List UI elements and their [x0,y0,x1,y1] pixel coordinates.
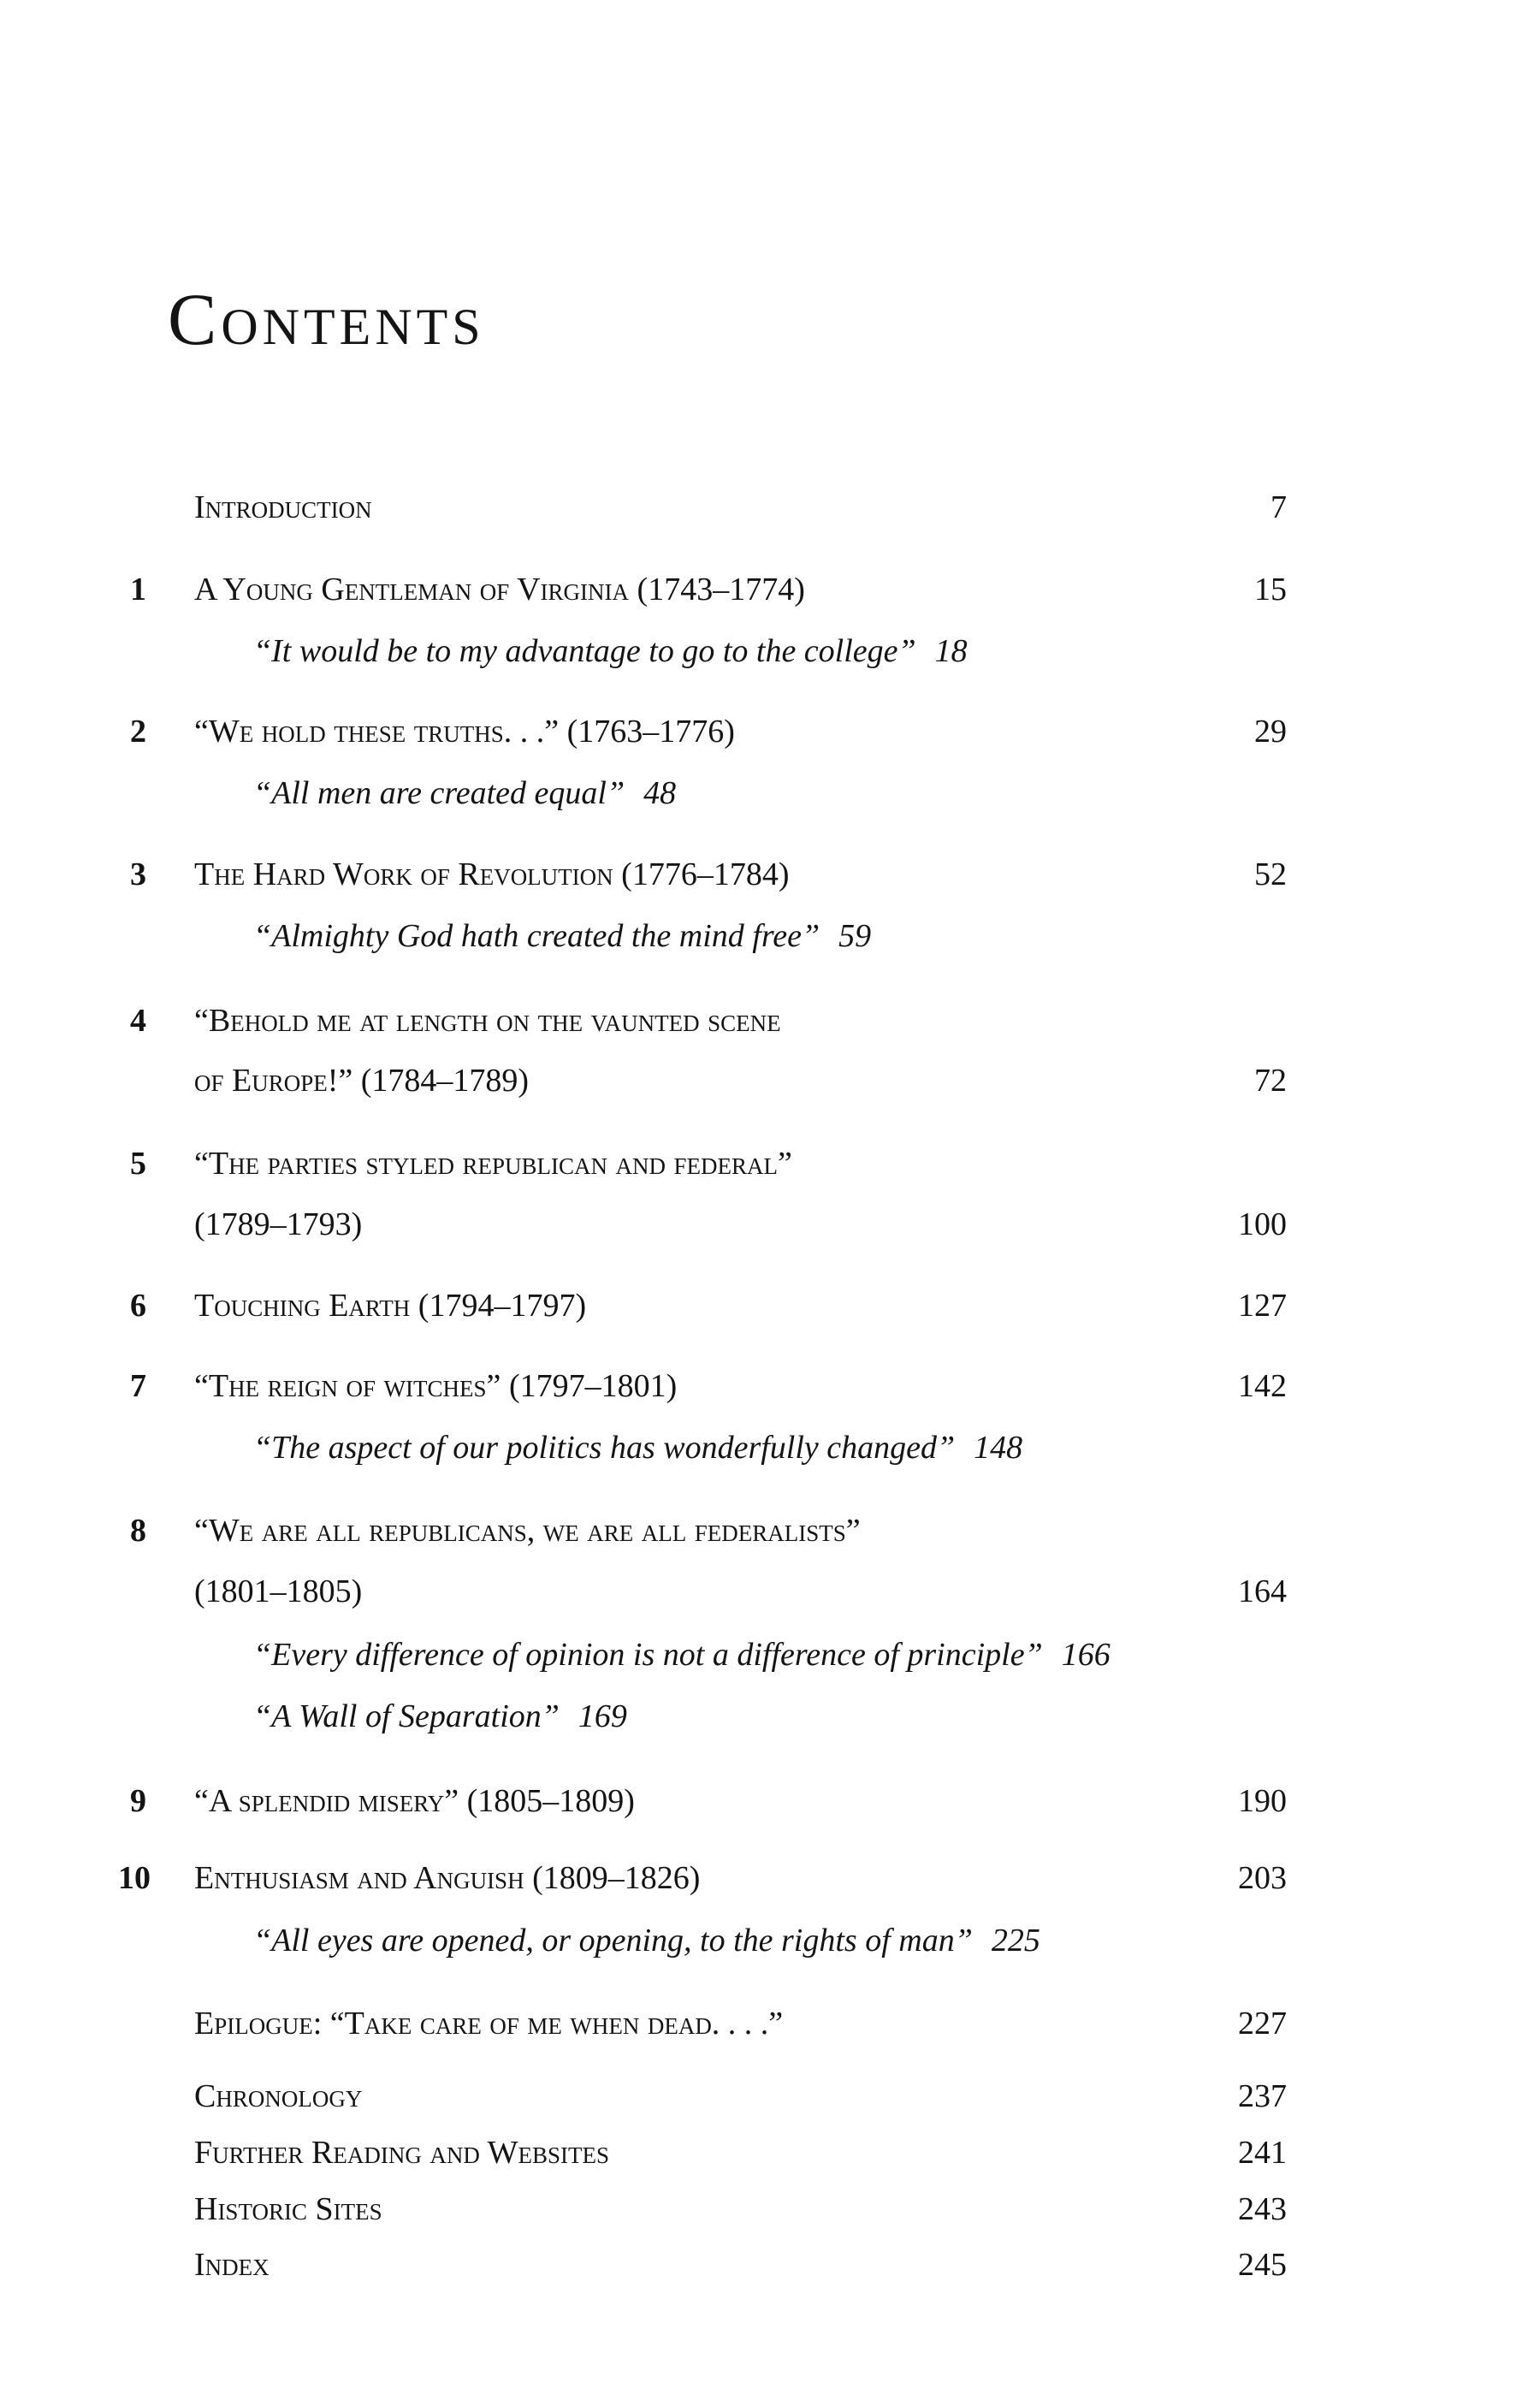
toc-entry-chronology[interactable] [0,2071,1540,2122]
toc-entry-chapter-5-continued[interactable] [0,1199,1540,1250]
entry-label: “The reign of witches” [194,1368,501,1404]
subentry-page: 48 [643,775,677,811]
entry-label: Further Reading and Websites [194,2135,610,2171]
subentry-quote: “A Wall of Separation” [253,1698,560,1734]
entry-page: 142 [1238,1368,1287,1404]
chapter-number: 9 [130,1783,146,1819]
chapter-number: 8 [130,1513,146,1549]
entry-label: “The parties styled republican and federal” [194,1146,792,1182]
toc-subentry[interactable] [0,1629,1540,1680]
toc-entry-chapter-7[interactable] [0,1360,1540,1412]
entry-dates: (1794–1797) [418,1288,587,1324]
toc-subentry[interactable] [0,1422,1540,1473]
entry-dates: (1805–1809) [466,1783,635,1819]
toc-subentry[interactable] [0,1691,1540,1742]
subentry-quote: “All eyes are opened, or opening, to the rights of man” [253,1923,973,1959]
entry-label: “We are all republicans, we are all federalists” [194,1513,861,1549]
toc-entry-chapter-8[interactable] [0,1505,1540,1556]
entry-label: Enthusiasm and Anguish [194,1860,524,1896]
entry-label-line-1: “Behold me at length on the vaunted scene [194,1003,781,1039]
chapter-number: 2 [130,714,146,750]
toc-entry-index[interactable] [0,2239,1540,2290]
subentry-quote: “It would be to my advantage to go to the college” [253,633,916,669]
entry-dates: (1784–1789) [360,1063,530,1099]
entry-dates: (1809–1826) [532,1860,701,1896]
entry-page: 100 [1238,1206,1287,1242]
entry-dates: (1801–1805) [194,1573,363,1609]
toc-subentry[interactable] [0,625,1540,677]
entry-page: 245 [1238,2247,1287,2283]
chapter-number: 3 [130,856,146,892]
entry-page: 227 [1238,2006,1287,2041]
entry-label: Historic Sites [194,2191,382,2227]
subentry-page: 225 [991,1923,1040,1959]
chapter-number: 5 [130,1146,146,1182]
entry-label-line-2: of Europe!” [194,1063,353,1099]
entry-page: 127 [1238,1288,1287,1324]
toc-entry-chapter-4[interactable] [0,995,1540,1046]
toc-entry-epilogue[interactable] [0,1998,1540,2049]
chapter-number: 4 [130,1003,146,1039]
subentry-quote: “Almighty God hath created the mind free” [253,918,820,954]
entry-page: 72 [1254,1063,1287,1099]
subentry-page: 166 [1061,1637,1111,1673]
subentry-page: 59 [838,918,872,954]
entry-label: Chronology [194,2078,363,2114]
toc-entry-chapter-9[interactable] [0,1775,1540,1827]
toc-entry-introduction[interactable] [0,482,1540,533]
entry-dates: (1797–1801) [508,1368,678,1404]
entry-page: 190 [1238,1783,1287,1819]
toc-entry-historic-sites[interactable] [0,2184,1540,2235]
toc-entry-further-reading[interactable] [0,2127,1540,2178]
entry-label: “A splendid misery” [194,1783,459,1819]
entry-page: 29 [1254,714,1287,750]
chapter-number: 1 [130,572,146,607]
chapter-number: 7 [130,1368,146,1404]
entry-label: “We hold these truths. . .” [194,714,560,750]
toc-entry-chapter-4-continued[interactable] [0,1055,1540,1106]
entry-label: A Young Gentleman of Virginia [194,572,630,607]
entry-page: 7 [1270,489,1287,525]
entry-label: Introduction [194,489,372,525]
chapter-number: 6 [130,1288,146,1324]
toc-subentry[interactable] [0,1915,1540,1966]
entry-dates: (1789–1793) [194,1206,363,1242]
toc-entry-chapter-1[interactable] [0,564,1540,615]
page-title: Contents [168,278,485,360]
entry-label: Epilogue: “Take care of me when dead. . . .” [194,2006,784,2041]
toc-entry-chapter-3[interactable] [0,849,1540,900]
entry-label: Index [194,2247,270,2283]
subentry-page: 18 [934,633,968,669]
toc-entry-chapter-8-continued[interactable] [0,1566,1540,1617]
subentry-quote: “Every difference of opinion is not a difference of principle” [253,1637,1043,1673]
subentry-quote: “All men are created equal” [253,775,625,811]
toc-entry-chapter-5[interactable] [0,1138,1540,1189]
subentry-page: 148 [974,1430,1023,1466]
toc-entry-chapter-6[interactable] [0,1280,1540,1331]
chapter-number: 10 [118,1860,151,1896]
entry-page: 15 [1254,572,1287,607]
entry-dates: (1776–1784) [621,856,790,892]
entry-page: 203 [1238,1860,1287,1896]
entry-page: 52 [1254,856,1287,892]
subentry-quote: “The aspect of our politics has wonderfully changed” [253,1430,956,1466]
subentry-page: 169 [578,1698,627,1734]
entry-dates: (1763–1776) [566,714,735,750]
entry-page: 164 [1238,1573,1287,1609]
entry-page: 237 [1238,2078,1287,2114]
toc-entry-chapter-10[interactable] [0,1852,1540,1904]
entry-label: Touching Earth [194,1288,411,1324]
entry-page: 243 [1238,2191,1287,2227]
toc-entry-chapter-2[interactable] [0,706,1540,757]
entry-page: 241 [1238,2135,1287,2171]
entry-dates: (1743–1774) [637,572,805,607]
toc-subentry[interactable] [0,910,1540,962]
entry-label: The Hard Work of Revolution [194,856,613,892]
toc-subentry[interactable] [0,767,1540,819]
